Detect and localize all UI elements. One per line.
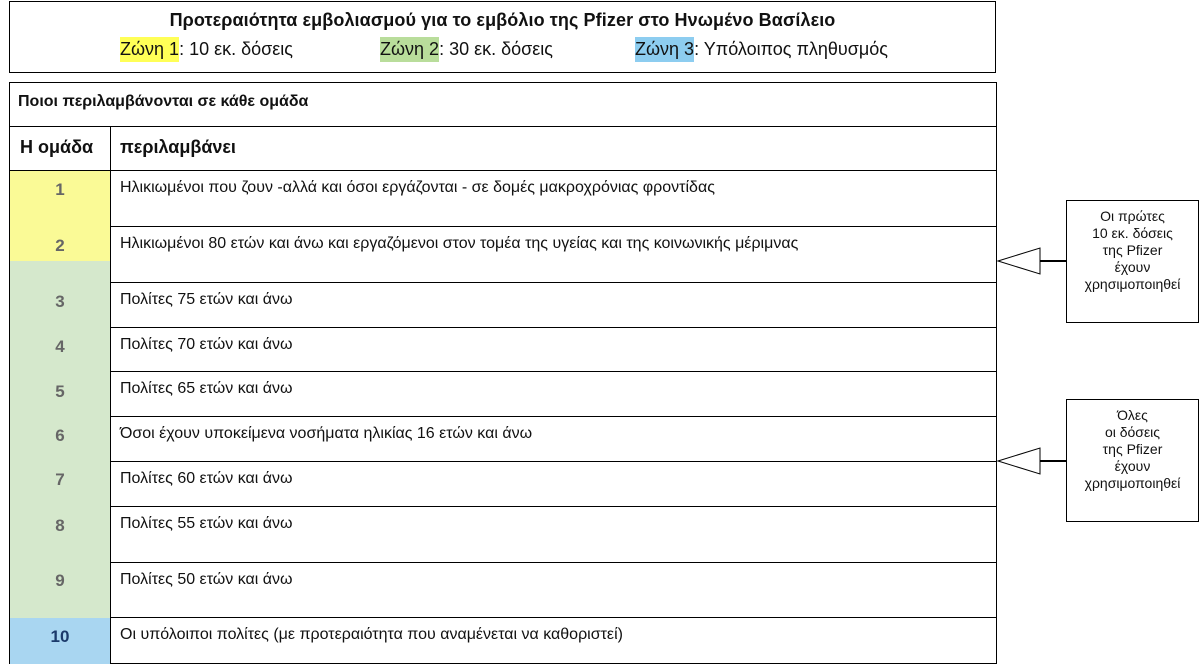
zone-1-desc: 10 εκ. δόσεις bbox=[189, 39, 293, 59]
callout-note-1 bbox=[1066, 200, 1199, 323]
note-line: χρησιμοποιηθεί bbox=[1084, 475, 1181, 491]
group-number: 6 bbox=[55, 426, 65, 445]
group-number: 9 bbox=[55, 571, 65, 590]
table-row: Όσοι έχουν υποκείμενα νοσήματα ηλικίας 16 ετών και άνω bbox=[111, 417, 997, 462]
table-row: Πολίτες 65 ετών και άνω bbox=[111, 372, 997, 417]
zone-3-desc: Υπόλοιπος πληθυσμός bbox=[703, 39, 888, 59]
table-row: Πολίτες 70 ετών και άνω bbox=[111, 328, 997, 372]
column-header-includes: περιλαμβάνει bbox=[120, 137, 236, 157]
note-line: Όλες bbox=[1117, 407, 1148, 423]
note-line: 10 εκ. δόσεις bbox=[1092, 225, 1173, 241]
note-line: της Pfizer bbox=[1102, 242, 1163, 258]
column-header-group: Η ομάδα bbox=[10, 127, 111, 170]
page-title: Προτεραιότητα εμβολιασμού για το εμβόλιο της Pfizer στο Ηνωμένο Βασίλειο bbox=[169, 10, 836, 30]
group-number: 3 bbox=[55, 292, 65, 311]
zone-1-label: Ζώνη 1 bbox=[120, 37, 179, 62]
table-row: Πολίτες 50 ετών και άνω bbox=[111, 563, 997, 618]
legend-zone-2: Ζώνη 2: 30 εκ. δόσεις bbox=[380, 39, 553, 60]
table-row: Πολίτες 60 ετών και άνω bbox=[111, 462, 997, 507]
legend-zone-1: Ζώνη 1: 10 εκ. δόσεις bbox=[120, 39, 293, 60]
note-line: Οι πρώτες bbox=[1100, 208, 1165, 224]
group-number: 5 bbox=[55, 382, 65, 401]
note-line: έχουν bbox=[1114, 458, 1151, 474]
table-row: Ηλικιωμένοι που ζουν -αλλά και όσοι εργάζονται - σε δομές μακροχρόνιας φροντίδας bbox=[111, 171, 997, 227]
zone-3-label: Ζώνη 3 bbox=[635, 37, 694, 62]
note-line: οι δόσεις bbox=[1104, 424, 1161, 440]
group-number: 4 bbox=[55, 337, 65, 356]
zone-2-label: Ζώνη 2 bbox=[380, 37, 439, 62]
callout-note-2 bbox=[1066, 399, 1199, 522]
table-caption: Ποιοι περιλαμβάνονται σε κάθε ομάδα bbox=[10, 83, 996, 127]
group-number: 1 bbox=[55, 180, 65, 199]
note-line: της Pfizer bbox=[1102, 441, 1163, 457]
group-number: 7 bbox=[55, 470, 65, 489]
table-row: Οι υπόλοιποι πολίτες (με προτεραιότητα που αναμένεται να καθοριστεί) bbox=[120, 626, 623, 643]
legend-zone-3: Ζώνη 3: Υπόλοιπος πληθυσμός bbox=[635, 39, 888, 60]
zone-2-desc: 30 εκ. δόσεις bbox=[449, 39, 553, 59]
group-number: 2 bbox=[55, 236, 65, 255]
table-row: Πολίτες 55 ετών και άνω bbox=[111, 507, 997, 563]
group-number: 10 bbox=[50, 627, 70, 646]
arrow-2-head bbox=[998, 448, 1040, 474]
group-number: 8 bbox=[55, 516, 65, 535]
table-row: Ηλικιωμένοι 80 ετών και άνω και εργαζόμενοι στον τομέα της υγείας και της κοινωνικής μέριμνας bbox=[111, 227, 997, 283]
note-line: έχουν bbox=[1114, 259, 1151, 275]
table-row: Πολίτες 75 ετών και άνω bbox=[111, 283, 997, 328]
note-line: χρησιμοποιηθεί bbox=[1084, 276, 1181, 292]
arrow-1-head bbox=[998, 248, 1040, 274]
